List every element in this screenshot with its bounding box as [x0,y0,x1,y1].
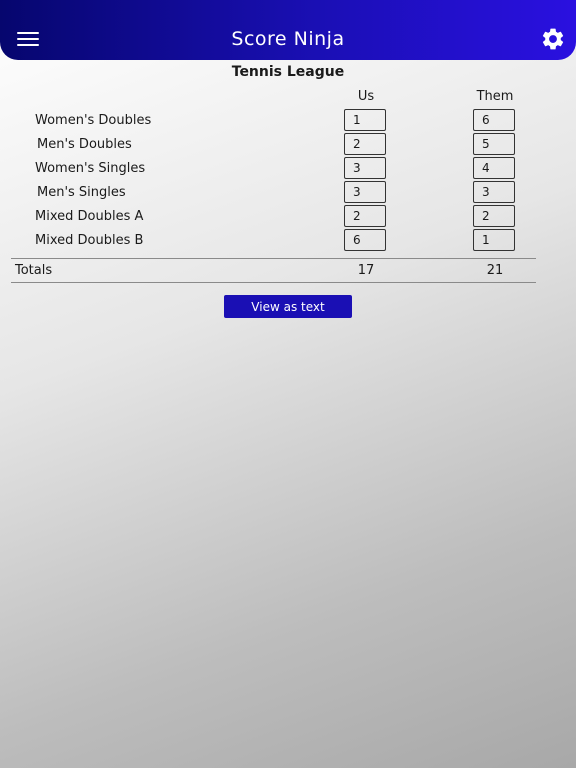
row-label: Men's Doubles [37,137,132,152]
them-score-input[interactable] [473,133,515,155]
app-bar [0,0,576,60]
score-row [0,181,576,205]
totals-label: Totals [15,263,53,278]
score-row [0,133,576,157]
column-header-us: Us [357,89,375,104]
hamburger-menu-icon[interactable] [17,29,39,45]
score-row [0,229,576,253]
us-score-input[interactable] [344,205,386,227]
total-us-value: 17 [357,263,375,278]
them-score-input[interactable] [473,109,515,131]
them-score-input[interactable] [473,229,515,251]
column-header-them: Them [476,89,514,104]
menu-line [17,32,39,34]
gear-icon-svg [540,26,566,52]
score-row [0,109,576,133]
row-label: Women's Doubles [35,113,152,128]
us-score-input[interactable] [344,109,386,131]
row-label: Men's Singles [37,185,126,200]
them-score-input[interactable] [473,181,515,203]
menu-line [17,38,39,40]
score-row [0,157,576,181]
us-score-input[interactable] [344,229,386,251]
us-score-input[interactable] [344,157,386,179]
us-score-input[interactable] [344,133,386,155]
row-label: Women's Singles [35,161,146,176]
gear-icon[interactable] [540,26,566,52]
row-label: Mixed Doubles A [35,209,144,224]
app-title: Score Ninja [231,28,345,50]
them-score-input[interactable] [473,205,515,227]
us-score-input[interactable] [344,181,386,203]
divider [11,258,536,259]
divider [11,282,536,283]
them-score-input[interactable] [473,157,515,179]
total-them-value: 21 [486,263,504,278]
league-title: Tennis League [231,64,345,80]
menu-line [17,44,39,46]
score-row [0,205,576,229]
row-label: Mixed Doubles B [35,233,144,248]
view-as-text-button[interactable]: View as text [224,295,352,318]
